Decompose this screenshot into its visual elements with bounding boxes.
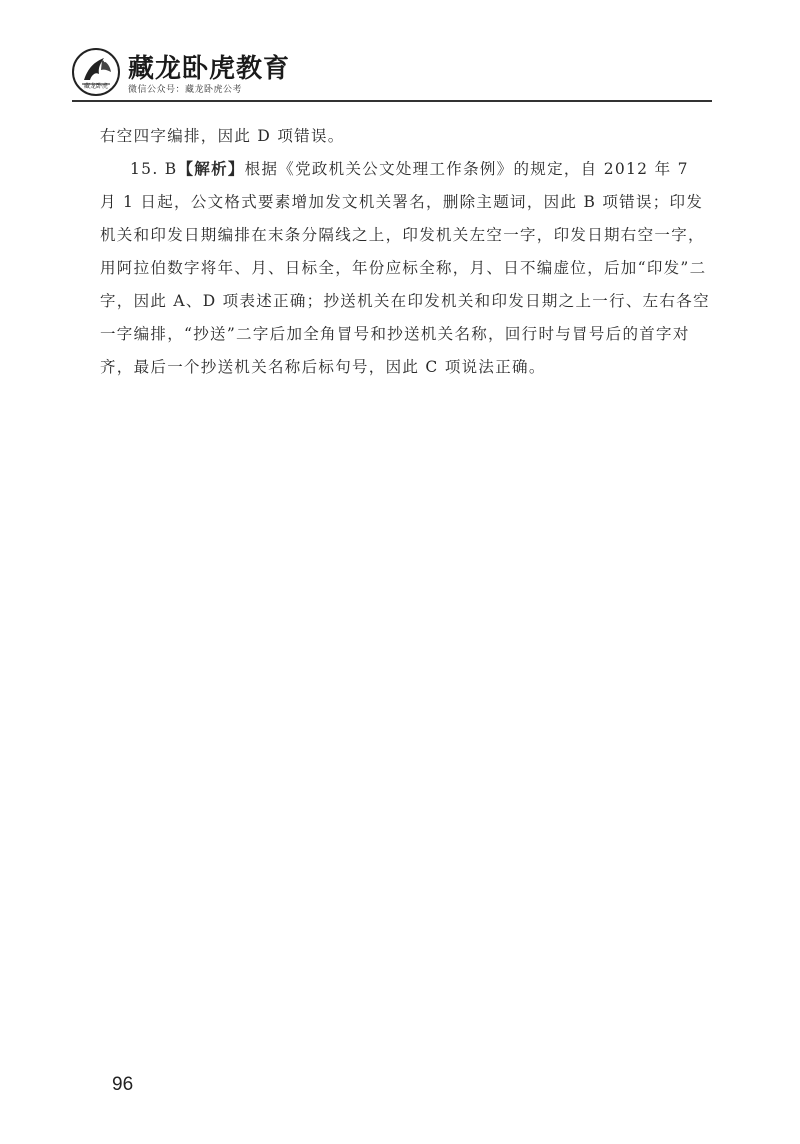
page-header <box>72 46 712 106</box>
question-number: 15. B <box>130 160 178 178</box>
header-divider <box>72 100 712 102</box>
continuation-paragraph: 右空四字编排，因此 D 项错误。 <box>100 127 345 145</box>
page-number: 96 <box>112 1074 134 1095</box>
document-body <box>100 120 710 384</box>
question-15-explanation <box>100 153 710 384</box>
brand-subtitle: 微信公众号：藏龙卧虎公考 <box>128 85 243 95</box>
analysis-tag: 【解析】 <box>177 160 245 178</box>
logo-emblem <box>72 48 120 96</box>
explanation-text: 根据《党政机关公文处理工作条例》的规定，自 2012 年 7 月 1 日起，公文格式要素增加发文机关署名，删除主题词，因此 B 项错误；印发机关和印发日期编排在末条分隔线之上，印发机关左空一字，印发日期右空一字，用阿拉伯数字将年、月、日标全，年份应标全称，月、日不编虚位，后加“印发”二字，因此 A、D 项表述正确；抄送机关在印发机关和印发日期之上一行、左右各空一字编排，“抄送”二字后加全角冒号和抄送机关名称，回行时与冒号后的首字对齐，最后一个抄送机关名称后标句号，因此 C 项说法正确。 <box>100 160 710 376</box>
logo-caption: 藏龙卧虎 <box>84 83 109 90</box>
brand-name: 藏龙卧虎教育 <box>128 54 291 84</box>
